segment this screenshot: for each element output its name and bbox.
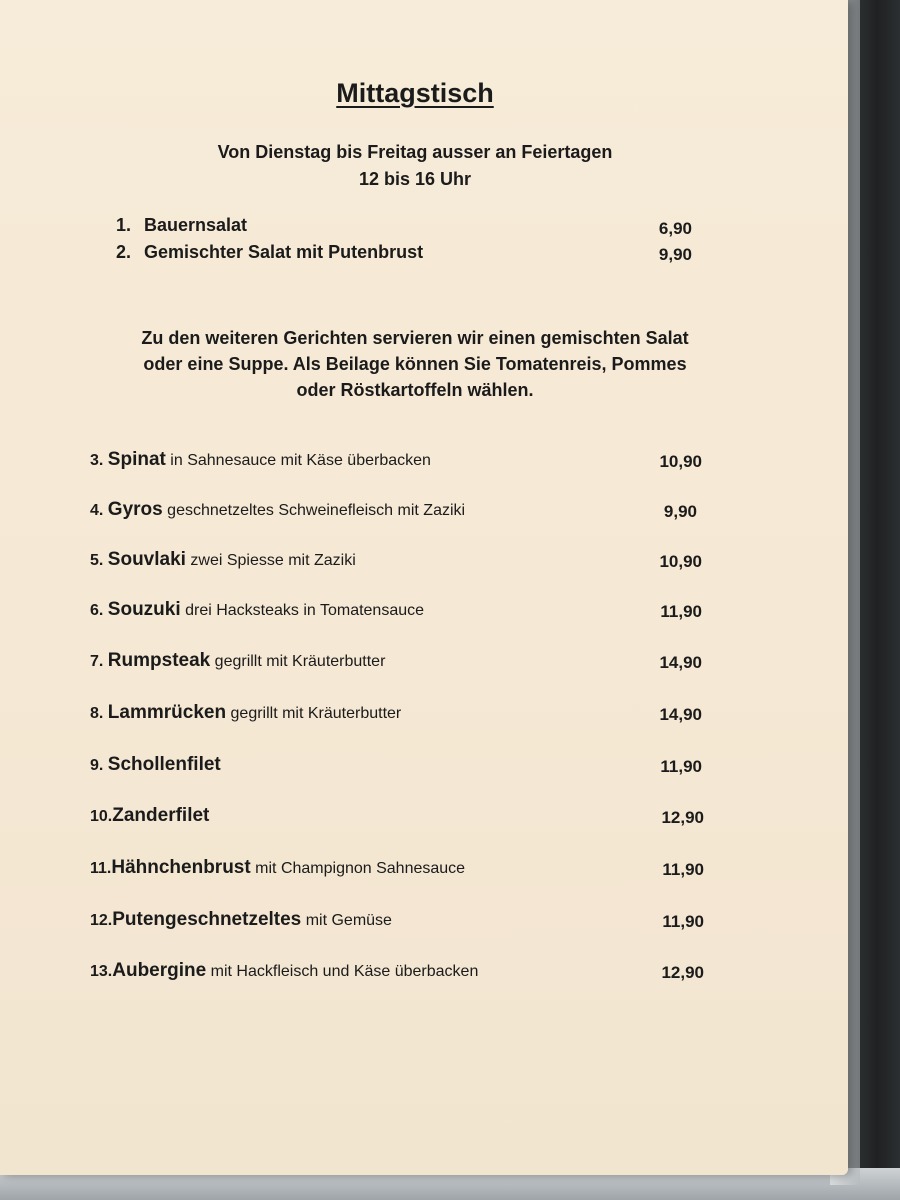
- item-description: zwei Spiesse mit Zaziki: [185, 552, 356, 569]
- item-number: 11.: [90, 860, 112, 877]
- item-price: 11,90: [660, 757, 702, 776]
- item-number: 2.: [116, 242, 132, 262]
- menu-days: Von Dienstag bis Freitag ausser an Feiertagen: [217, 142, 613, 162]
- dish-item: [90, 754, 221, 776]
- item-name: Souvlaki: [107, 549, 186, 570]
- sides-notice-line: Zu den weiteren Gerichten servieren wir einen gemischten Salat: [141, 328, 689, 348]
- item-description: gegrillt mit Kräuterbutter: [226, 705, 402, 722]
- item-price: 12,90: [661, 808, 704, 827]
- item-number: 8.: [90, 705, 108, 722]
- item-number: 3.: [90, 452, 108, 469]
- item-price: 14,90: [659, 653, 702, 672]
- item-price: 12,90: [661, 963, 704, 982]
- dish-item: [90, 549, 356, 571]
- item-description: geschnetzeltes Schweinefleisch mit Zaziki: [162, 502, 466, 519]
- item-name: Gemischter Salat mit Putenbrust: [144, 242, 424, 262]
- item-price: 11,90: [662, 860, 704, 879]
- item-name: Schollenfilet: [107, 754, 221, 775]
- item-name: Souzuki: [107, 599, 181, 620]
- item-price: 11,90: [662, 912, 704, 931]
- item-name: Aubergine: [112, 960, 207, 981]
- item-name: Lammrücken: [107, 702, 227, 723]
- item-name: Gyros: [107, 499, 163, 520]
- item-number: 1.: [116, 215, 132, 235]
- dish-item: [90, 960, 478, 982]
- item-price: 10,90: [659, 452, 702, 471]
- dish-item: [90, 499, 465, 521]
- sides-notice-line: oder eine Suppe. Als Beilage können Sie Tomatenreis, Pommes: [143, 354, 687, 374]
- item-price: 6,90: [658, 219, 692, 238]
- item-description: mit Gemüse: [301, 912, 392, 929]
- dish-item: [90, 449, 431, 471]
- dish-item: [90, 599, 424, 621]
- item-number: 9.: [90, 757, 108, 774]
- item-number: 6.: [90, 602, 108, 619]
- item-name: Rumpsteak: [107, 650, 211, 671]
- item-name: Bauernsalat: [144, 215, 248, 235]
- item-name: Zanderfilet: [112, 805, 210, 826]
- item-number: 12.: [90, 912, 113, 929]
- dish-item: [90, 702, 401, 724]
- item-name: Putengeschnetzeltes: [112, 909, 302, 930]
- item-number: 4.: [90, 502, 108, 519]
- item-price: 9,90: [658, 245, 692, 264]
- item-description: gegrillt mit Kräuterbutter: [210, 653, 386, 670]
- menu-title: Mittagstisch: [336, 78, 494, 108]
- item-price: 11,90: [660, 602, 702, 621]
- item-number: 7.: [90, 653, 108, 670]
- item-number: 5.: [90, 552, 108, 569]
- item-description: drei Hacksteaks in Tomatensauce: [180, 602, 425, 619]
- sides-notice-line: oder Röstkartoffeln wählen.: [296, 380, 534, 400]
- dish-item: [90, 857, 465, 879]
- item-price: 10,90: [659, 552, 702, 571]
- dish-item: [90, 805, 209, 827]
- item-name: Hähnchenbrust: [111, 857, 251, 878]
- item-description: mit Hackfleisch und Käse überbacken: [206, 963, 479, 980]
- item-number: 10.: [90, 808, 113, 825]
- item-number: 13.: [90, 963, 113, 980]
- item-description: mit Champignon Sahnesauce: [250, 860, 466, 877]
- menu-hours: 12 bis 16 Uhr: [358, 169, 472, 189]
- item-price: 9,90: [663, 502, 697, 521]
- item-name: Spinat: [107, 449, 166, 470]
- dish-item: [90, 909, 392, 931]
- item-description: in Sahnesauce mit Käse überbacken: [165, 452, 431, 469]
- item-price: 14,90: [659, 705, 702, 724]
- dish-item: [90, 650, 385, 672]
